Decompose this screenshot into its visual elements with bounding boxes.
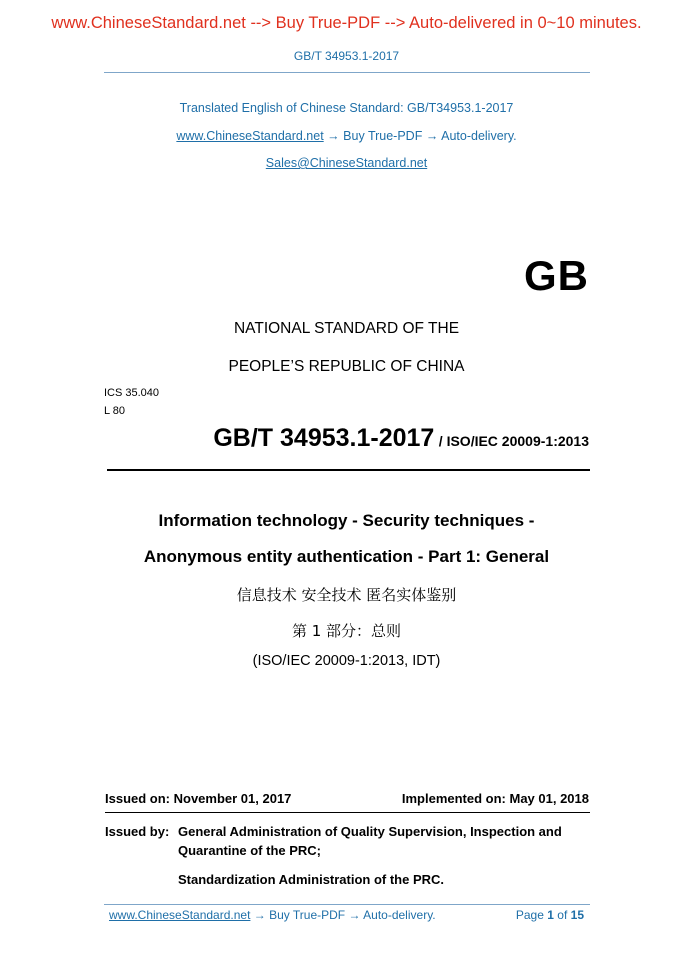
title-rule: [107, 469, 590, 471]
sales-email-link[interactable]: Sales@ChineseStandard.net: [265, 156, 428, 170]
national-standard-line1: NATIONAL STANDARD OF THE: [233, 320, 460, 337]
promo-delivery-text: Auto-delivery.: [441, 129, 517, 143]
equivalent-standard: / ISO/IEC 20009-1:2013: [438, 433, 589, 449]
arrow-right-icon: →: [253, 908, 266, 922]
issuer1-line2: Quarantine of the PRC;: [178, 843, 322, 858]
promo-line: [0, 129, 693, 143]
chinese-title-line2: 第 1 部分：总则: [291, 622, 402, 640]
national-standard-line2: PEOPLE’S REPUBLIC OF CHINA: [228, 358, 465, 375]
standard-number-row: [213, 424, 589, 453]
header-rule: [104, 72, 590, 73]
email-line: [0, 156, 693, 170]
title-line2: Anonymous entity authentication - Part 1: General: [143, 547, 550, 566]
arrow-right-icon: →: [327, 129, 340, 143]
footer-site-link[interactable]: www.ChineseStandard.net: [109, 908, 251, 922]
dates-rule: [105, 812, 590, 813]
footer-rule: [104, 904, 590, 905]
footer-promo: [109, 908, 436, 922]
title-line1: Information technology - Security techniques -: [158, 511, 535, 530]
running-header: GB/T 34953.1-2017: [293, 49, 400, 63]
arrow-right-icon: →: [425, 129, 439, 143]
chinese-title-line1: 信息技术 安全技术 匿名实体鉴别: [236, 586, 457, 604]
gb-logo: GB: [524, 252, 589, 299]
footer-delivery-text: Auto-delivery.: [363, 908, 436, 922]
page-of: of: [557, 908, 568, 922]
ccs-code: L 80: [104, 405, 126, 417]
footer-buy-text: Buy True-PDF: [269, 908, 346, 922]
page-indicator: [516, 908, 584, 922]
page-current: 1: [547, 908, 554, 922]
promo-site-link[interactable]: www.ChineseStandard.net: [176, 129, 324, 143]
page-total: 15: [570, 908, 584, 922]
ics-code: ICS 35.040: [104, 387, 160, 399]
standard-number: GB/T 34953.1-2017: [213, 424, 435, 452]
arrow-right-icon: →: [348, 908, 361, 922]
top-banner[interactable]: www.ChineseStandard.net --> Buy True-PDF --> Auto-delivered in 0~10 minutes.: [51, 14, 642, 32]
issuer1-line1: General Administration of Quality Supervision, Inspection and: [178, 824, 562, 839]
promo-buy-text: Buy True-PDF: [343, 129, 423, 143]
page-label: Page: [515, 908, 544, 922]
adoption-note: (ISO/IEC 20009-1:2013, IDT): [252, 653, 441, 669]
translated-notice: Translated English of Chinese Standard: GB/T34953.1-2017: [179, 101, 514, 115]
issued-by-label: Issued by:: [105, 824, 170, 839]
issuer2: Standardization Administration of the PRC.: [178, 872, 445, 887]
implemented-on-date: Implemented on: May 01, 2018: [401, 791, 589, 806]
issued-on-date: Issued on: November 01, 2017: [105, 791, 292, 806]
